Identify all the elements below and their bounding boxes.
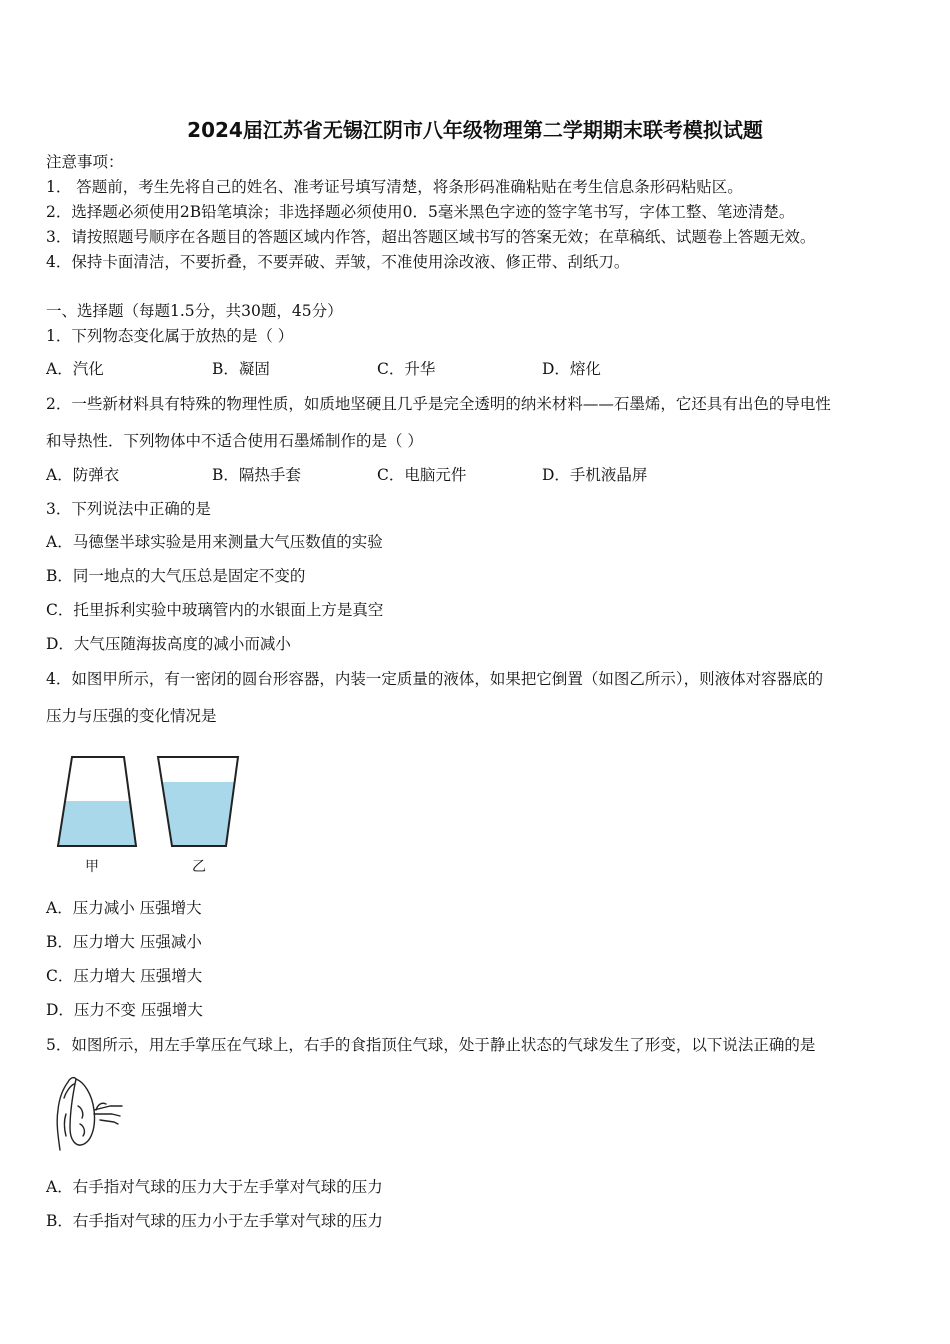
option-c[interactable]: C．升华: [377, 360, 436, 378]
question-2-stem-cont: 和导热性．下列物体中不适合使用石墨烯制作的是（ ）: [46, 432, 423, 450]
option-a[interactable]: A．右手指对气球的压力大于左手掌对气球的压力: [46, 1178, 383, 1196]
option-c[interactable]: C．托里拆利实验中玻璃管内的水银面上方是真空: [46, 601, 384, 619]
option-a[interactable]: A．防弹衣: [46, 466, 120, 484]
option-d[interactable]: D．手机液晶屏: [542, 466, 648, 484]
option-a[interactable]: A．马德堡半球实验是用来测量大气压数值的实验: [46, 533, 383, 551]
notice-item: 4．保持卡面清洁，不要折叠，不要弄破、弄皱，不准使用涂改液、修正带、刮纸刀。: [46, 253, 630, 271]
option-d[interactable]: D．大气压随海拔高度的减小而减小: [46, 635, 291, 653]
option-d[interactable]: D．压力不变 压强增大: [46, 1001, 203, 1019]
figure-label-yi: 乙: [192, 859, 206, 875]
notice-heading: 注意事项：: [46, 153, 124, 171]
option-b[interactable]: B．压力增大 压强减小: [46, 933, 202, 951]
question-5-stem: 5．如图所示，用左手掌压在气球上，右手的食指顶住气球，处于静止状态的气球发生了形变，以下说法正确的是: [46, 1036, 816, 1054]
liquid-jia: [58, 801, 136, 846]
question-4-stem-cont: 压力与压强的变化情况是: [46, 707, 217, 725]
option-a[interactable]: A．压力减小 压强增大: [46, 899, 202, 917]
question-4-stem: 4．如图甲所示，有一密闭的圆台形容器，内装一定质量的液体，如果把它倒置（如图乙所示），则液体对容器底的: [46, 670, 824, 688]
question-1-stem: 1．下列物态变化属于放热的是（ ）: [46, 327, 294, 345]
option-a[interactable]: A．汽化: [46, 360, 104, 378]
option-b[interactable]: B．同一地点的大气压总是固定不变的: [46, 567, 306, 585]
container-figure: [54, 754, 244, 850]
liquid-yi: [163, 782, 235, 846]
balloon-hands-figure: [52, 1070, 128, 1154]
option-c[interactable]: C．电脑元件: [377, 466, 467, 484]
option-d[interactable]: D．熔化: [542, 360, 601, 378]
option-b[interactable]: B．凝固: [212, 360, 270, 378]
notice-item: 3．请按照题号顺序在各题目的答题区域内作答，超出答题区域书写的答案无效；在草稿纸、试题卷上答题无效。: [46, 228, 816, 246]
option-c[interactable]: C．压力增大 压强增大: [46, 967, 203, 985]
page-title: 2024届江苏省无锡江阴市八年级物理第二学期期末联考模拟试题: [187, 118, 763, 142]
notice-item: 1． 答题前，考生先将自己的姓名、准考证号填写清楚，将条形码准确粘贴在考生信息条形码粘贴区。: [46, 178, 743, 196]
option-b[interactable]: B．隔热手套: [212, 466, 301, 484]
notice-item: 2．选择题必须使用2B铅笔填涂；非选择题必须使用0．5毫米黑色字迹的签字笔书写，字体工整、笔迹清楚。: [46, 203, 795, 221]
question-3-stem: 3．下列说法中正确的是: [46, 500, 211, 518]
figure-label-jia: 甲: [85, 859, 99, 875]
option-b[interactable]: B．右手指对气球的压力小于左手掌对气球的压力: [46, 1212, 383, 1230]
section-heading: 一、选择题（每题1.5分，共30题，45分）: [46, 302, 343, 320]
question-2-stem: 2．一些新材料具有特殊的物理性质，如质地坚硬且几乎是完全透明的纳米材料——石墨烯，它还具有出色的导电性: [46, 395, 831, 413]
